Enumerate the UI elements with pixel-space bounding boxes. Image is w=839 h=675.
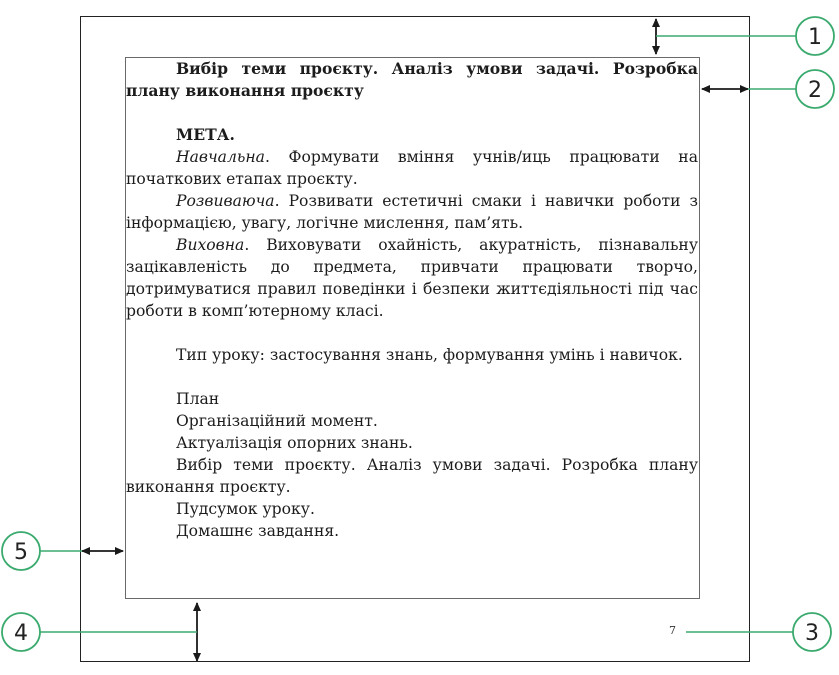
lesson-type: Тип уроку: застосування знань, формування умінь і навичок. (176, 346, 683, 364)
plan-heading: План (176, 390, 220, 408)
plan-item: Пудсумок уроку. (176, 500, 315, 518)
plan-item: Актуалізація опорних знань. (176, 434, 413, 452)
goal-upbringing-label: Виховна (176, 236, 245, 254)
goal-educational-text: . Формувати вміння учнів/иць працювати на початкових етапах проєкту. (126, 148, 698, 188)
goal-educational-label: Навчальна (176, 148, 265, 166)
callout-4-label: 4 (14, 621, 28, 646)
plan-item: Домашнє завдання. (176, 522, 340, 540)
callout-2-label: 2 (808, 78, 822, 103)
goal-developmental-text: . Розвивати естетичні смаки і навички роботи з інформацією, увагу, логічне мислення, пам’ять. (126, 192, 698, 232)
title-line-2: плану виконання проєкту (126, 81, 364, 100)
goal-heading: МЕТА. (176, 125, 235, 144)
goal-upbringing-text: . Виховувати охайність, акуратність, пізнавальну зацікавленість до предмета, привчати працювати творчо, дотримуватися правил поведінки і безпеки життєдіяльності під час роботи в комп’ютерному класі. (126, 236, 698, 320)
goal-developmental-label: Розвиваюча (176, 192, 275, 210)
plan-item: Організаційний момент. (176, 412, 378, 430)
callout-5-label: 5 (14, 540, 28, 565)
callout-3-label: 3 (805, 621, 819, 646)
plan-item: Вибір теми проєкту. Аналіз умови задачі. Розробка плану виконання проєкту. (126, 456, 698, 496)
callout-1-label: 1 (808, 25, 822, 50)
title-line-1: Вибір теми проєкту. Аналіз умови задачі. Розробка (176, 59, 698, 78)
page-number: 7 (669, 624, 676, 637)
